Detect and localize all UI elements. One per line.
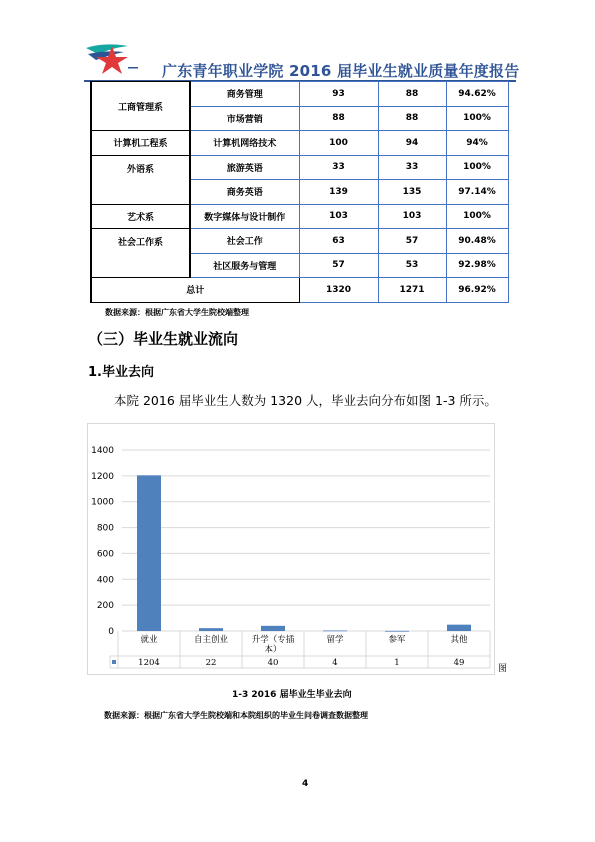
data-value-label: 4 (332, 658, 338, 668)
y-tick-label: 0 (108, 627, 114, 637)
page-number: 4 (302, 779, 309, 789)
y-tick-label: 400 (96, 575, 114, 586)
table-row (91, 204, 508, 229)
rate-cell: 100% (446, 204, 508, 229)
x-category-label: 其他 (450, 635, 468, 645)
table-row (91, 155, 508, 180)
destination-bar-chart (88, 424, 494, 674)
y-tick-label: 200 (96, 601, 114, 612)
x-category-label: 参军 (388, 635, 406, 645)
dept-cell: 社会工作系 (91, 229, 190, 278)
body-paragraph: 本院 2016 届毕业生人数为 1320 人，毕业去向分布如图 1-3 所示。 (114, 393, 497, 408)
y-tick-label: 1000 (91, 497, 114, 508)
major-cell: 计算机网络技术 (190, 131, 299, 156)
sub-heading: 1.毕业去向 (88, 365, 154, 380)
data-value-label: 22 (205, 658, 217, 668)
rate-cell: 100% (446, 155, 508, 180)
major-cell: 社区服务与管理 (190, 253, 299, 278)
college-logo-icon (84, 40, 144, 76)
table-source-note: 数据来源：根据广东省大学生院校端整理 (105, 308, 249, 317)
employed-cell: 103 (378, 204, 446, 229)
graduates-cell: 1320 (299, 278, 378, 303)
y-tick-label: 600 (96, 549, 114, 560)
major-cell: 市场营销 (190, 106, 299, 131)
rate-cell: 90.48% (446, 229, 508, 254)
dept-cell: 艺术系 (91, 204, 190, 229)
rate-cell: 94.62% (446, 82, 508, 107)
employment-by-major-table (90, 81, 509, 303)
graduates-cell: 57 (299, 253, 378, 278)
table-total-row (91, 278, 508, 303)
major-cell: 社会工作 (190, 229, 299, 254)
dept-cell: 工商管理系 (91, 82, 190, 131)
employed-cell: 88 (378, 106, 446, 131)
bar (385, 631, 409, 632)
major-cell: 数字媒体与设计制作 (190, 204, 299, 229)
total-label-cell: 总计 (91, 278, 299, 303)
employed-cell: 57 (378, 229, 446, 254)
rate-cell: 92.98% (446, 253, 508, 278)
employed-cell: 53 (378, 253, 446, 278)
data-value-label: 1204 (138, 658, 160, 668)
report-title: 广东青年职业学院 2016 届毕业生就业质量年度报告 (162, 62, 520, 80)
x-category-label: 自主创业 (193, 635, 229, 645)
dept-cell: 外语系 (91, 155, 190, 204)
graduates-cell: 63 (299, 229, 378, 254)
bar (199, 628, 223, 631)
chart-source-note: 数据来源：根据广东省大学生院校端和本院组织的毕业生问卷调查数据整理 (104, 711, 368, 720)
employed-cell: 94 (378, 131, 446, 156)
bar (261, 626, 285, 631)
major-cell: 商务管理 (190, 82, 299, 107)
destination-chart (87, 423, 495, 675)
y-tick-label: 1400 (91, 446, 114, 456)
graduates-cell: 139 (299, 180, 378, 205)
dept-cell: 计算机工程系 (91, 131, 190, 156)
rate-cell: 100% (446, 106, 508, 131)
rate-cell: 94% (446, 131, 508, 156)
bar (137, 475, 161, 631)
employed-cell: 135 (378, 180, 446, 205)
figure-caption: 1-3 2016 届毕业生毕业去向 (232, 690, 352, 700)
bar (447, 625, 471, 631)
table-row (91, 229, 508, 254)
rate-cell: 96.92% (446, 278, 508, 303)
graduates-cell: 93 (299, 82, 378, 107)
x-category-label: 留学 (326, 635, 344, 645)
graduates-cell: 100 (299, 131, 378, 156)
data-value-label: 40 (267, 658, 279, 668)
employed-cell: 1271 (378, 278, 446, 303)
x-category-label: 升学（专插 (251, 635, 295, 645)
section-heading: （三）毕业生就业流向 (88, 330, 239, 348)
figure-label-suffix: 图 (498, 664, 508, 674)
graduates-cell: 88 (299, 106, 378, 131)
legend-key (112, 660, 116, 664)
major-cell: 商务英语 (190, 180, 299, 205)
rate-cell: 97.14% (446, 180, 508, 205)
y-tick-label: 800 (96, 523, 114, 534)
data-value-label: 49 (453, 658, 465, 668)
table-row (91, 131, 508, 156)
graduates-cell: 33 (299, 155, 378, 180)
page-header (84, 40, 520, 80)
employed-cell: 88 (378, 82, 446, 107)
graduates-cell: 103 (299, 204, 378, 229)
major-cell: 旅游英语 (190, 155, 299, 180)
y-tick-label: 1200 (91, 471, 114, 482)
x-category-label: 本） (264, 645, 282, 655)
table-row (91, 82, 508, 107)
bar (323, 630, 347, 631)
x-category-label: 就业 (140, 635, 158, 645)
data-value-label: 1 (394, 658, 400, 668)
employed-cell: 33 (378, 155, 446, 180)
